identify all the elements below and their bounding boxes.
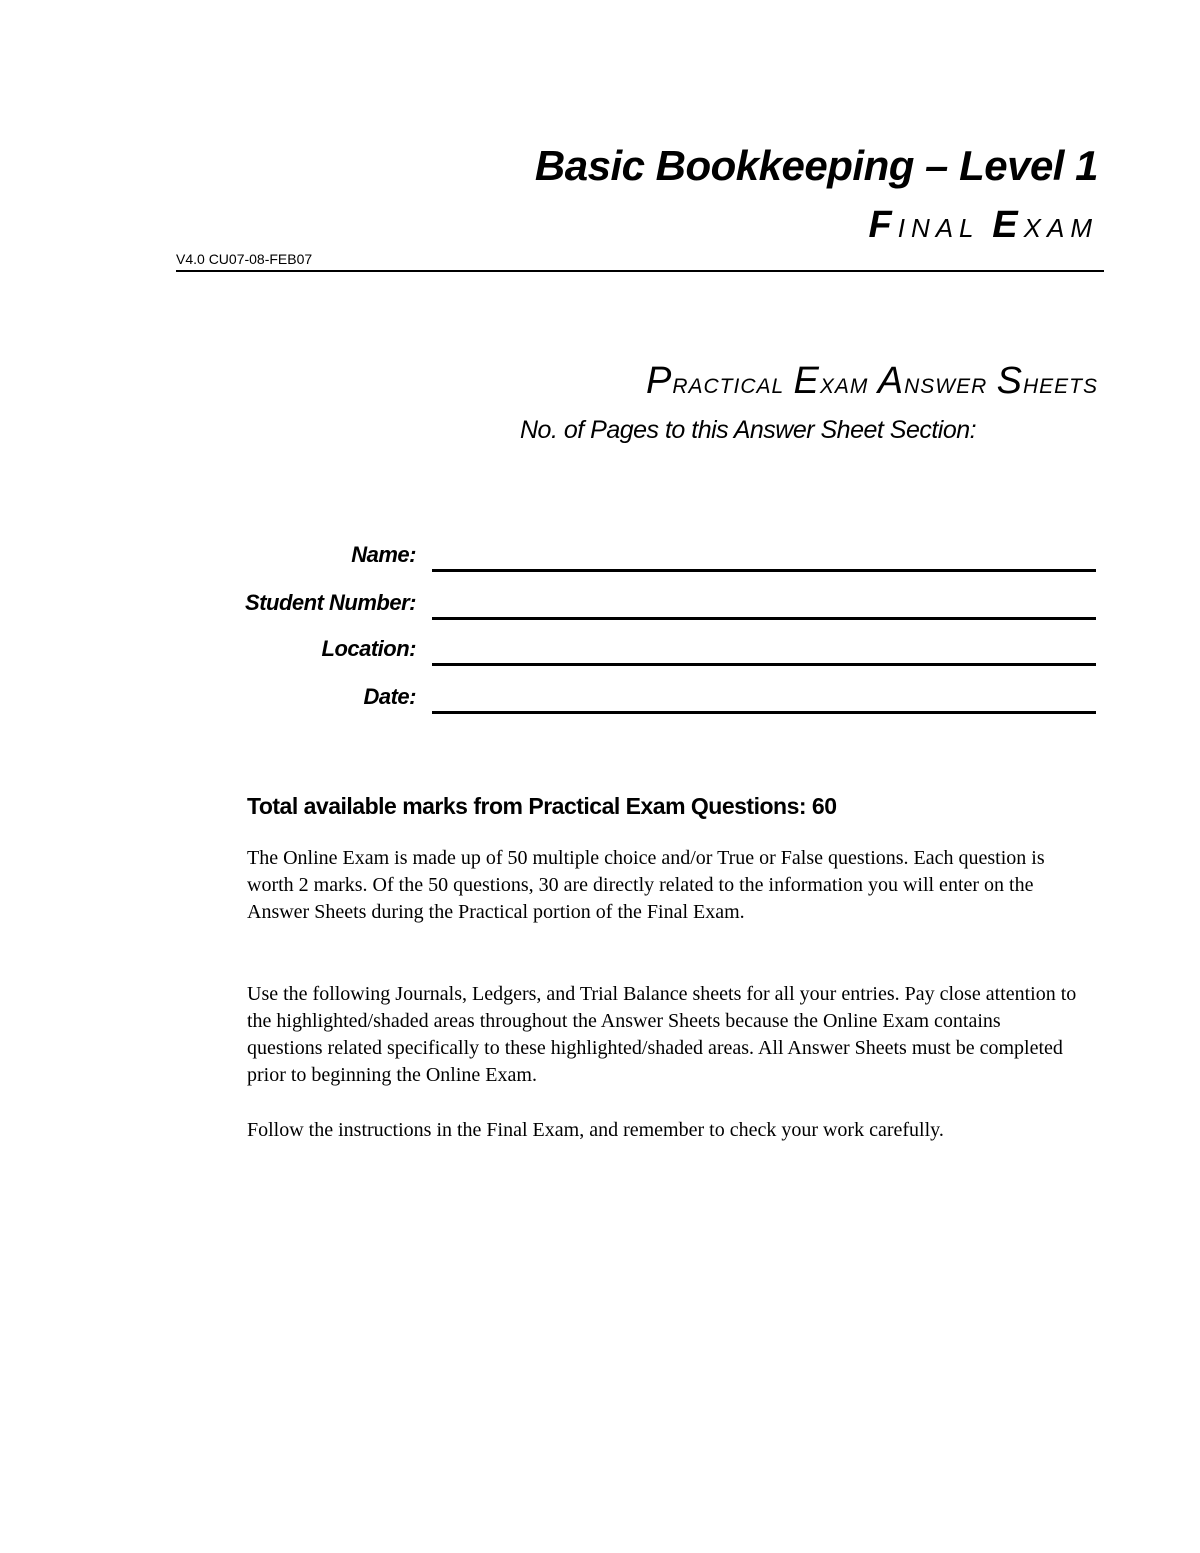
name-field-row: [176, 532, 1096, 572]
section-rest-4: heets: [1022, 367, 1098, 400]
section-rest-1: ractical: [672, 367, 785, 400]
student-number-field-row: [176, 580, 1096, 620]
location-label: Location:: [321, 636, 416, 661]
date-label: Date:: [363, 684, 416, 709]
subtitle-rest-1: INAL: [897, 213, 980, 243]
location-line[interactable]: [432, 663, 1096, 666]
version-code: V4.0 CU07-08-FEB07: [176, 251, 313, 267]
section-cap-3: A: [877, 360, 905, 402]
student-number-label: Student Number:: [245, 590, 416, 615]
header-divider: [176, 270, 1104, 272]
exam-subtitle: [869, 204, 1099, 247]
section-rest-3: nswer: [904, 367, 988, 400]
name-label: Name:: [351, 542, 416, 567]
section-cap-2: E: [793, 360, 820, 402]
student-number-line[interactable]: [432, 617, 1096, 620]
section-cap-1: P: [645, 360, 673, 402]
date-field-row: [176, 674, 1096, 714]
pages-count-label: No. of Pages to this Answer Sheet Section:: [520, 416, 977, 444]
course-title: Basic Bookkeeping – Level 1: [534, 142, 1098, 189]
total-marks-heading: Total available marks from Practical Exam Questions: 60: [247, 793, 837, 819]
name-line[interactable]: [432, 569, 1096, 572]
subtitle-cap-1: F: [868, 204, 898, 246]
section-cap-4: S: [996, 360, 1023, 402]
answer-sheets-paragraph: Use the following Journals, Ledgers, and Trial Balance sheets for all your entries. Pay close attention to the highlighted/shaded areas throughout the Answer Sheets because the Online Exam contains questions related specifically to these highlighted/shaded areas. All Answer Sheets must be completed prior to beginning the Online Exam.: [247, 983, 1077, 1086]
instructions-paragraph: Follow the instructions in the Final Exam, and remember to check your work carefully.: [247, 1119, 944, 1141]
online-exam-paragraph: The Online Exam is made up of 50 multiple choice and/or True or False questions. Each question is worth 2 marks. Of the 50 questions, 30 are directly related to the information you will enter on the Answer Sheets during the Practical portion of the Final Exam.: [247, 847, 1045, 923]
subtitle-rest-2: XAM: [1023, 213, 1098, 243]
date-line[interactable]: [432, 711, 1096, 714]
location-field-row: [176, 626, 1096, 666]
section-rest-2: xam: [819, 367, 869, 400]
subtitle-cap-2: E: [992, 204, 1024, 246]
section-title: [646, 360, 1098, 403]
